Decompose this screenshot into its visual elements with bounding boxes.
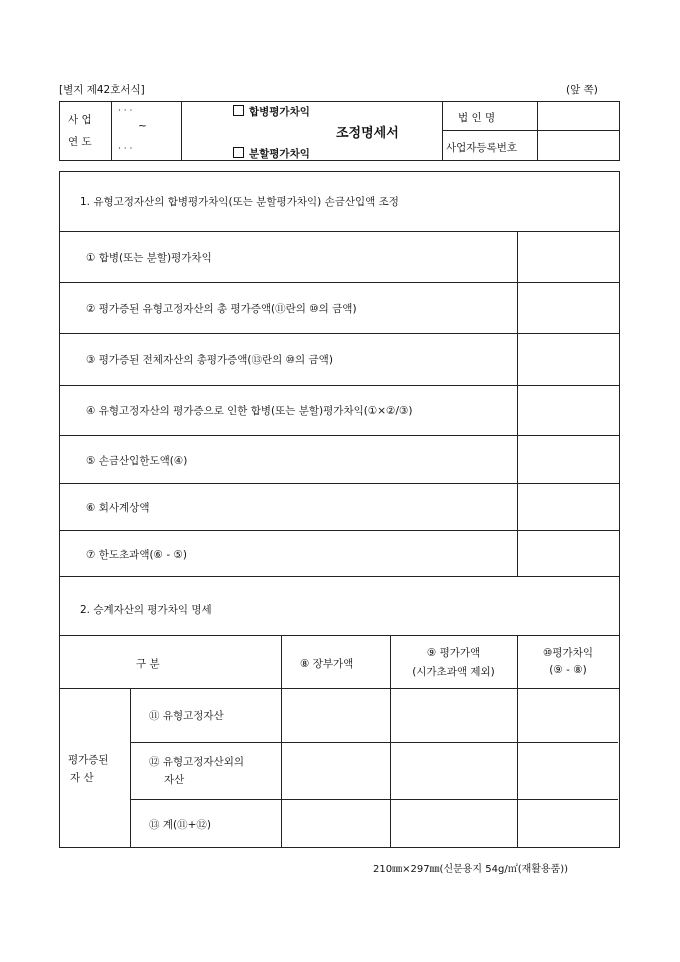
row7-amount[interactable] bbox=[518, 531, 618, 576]
item-other-assets: ⑫ 유형고정자산외의 bbox=[149, 756, 244, 768]
section1-title-row bbox=[60, 172, 619, 232]
col-eval-value: ⑨ 평가가액 bbox=[426, 647, 481, 659]
option-split-label: 분할평가차익 bbox=[249, 148, 310, 160]
section2-header-row bbox=[60, 636, 619, 689]
corp-name-label: 법 인 명 bbox=[458, 112, 496, 124]
col-eval-note: (시가초과액 제외) bbox=[412, 666, 495, 678]
option-merge-label: 합병평가차익 bbox=[249, 106, 310, 118]
section2-title: 2. 승계자산의 평가차익 명세 bbox=[80, 604, 212, 616]
option-split[interactable] bbox=[233, 146, 310, 161]
form-title: 조정명세서 bbox=[336, 126, 399, 141]
section1-row bbox=[60, 484, 619, 531]
section2-body bbox=[60, 689, 618, 847]
biz-reg-label: 사업자등록번호 bbox=[446, 142, 518, 154]
section1-row bbox=[60, 531, 619, 577]
group-label-2: 자 산 bbox=[70, 772, 94, 784]
date-from[interactable]: · · · bbox=[118, 106, 133, 116]
business-year-label-1: 사 업 bbox=[68, 114, 92, 126]
col-eval-diff: ⑩평가차익 bbox=[543, 647, 593, 659]
row-label: ⑥ 회사계상액 bbox=[86, 502, 150, 514]
section1-row bbox=[60, 386, 619, 436]
form-label: [별지 제42호서식] bbox=[59, 84, 145, 96]
group-label: 평가증된 bbox=[68, 754, 109, 766]
row-label: ④ 유형고정자산의 평가증으로 인한 합병(또는 분할)평가차익(①×②/③) bbox=[86, 405, 413, 417]
section2-title-row bbox=[60, 577, 619, 636]
col-book-value: ⑧ 장부가액 bbox=[300, 658, 354, 670]
merge-checkbox[interactable] bbox=[233, 105, 244, 116]
split-checkbox[interactable] bbox=[233, 147, 244, 158]
col-eval-diff-formula: (⑨ - ⑧) bbox=[549, 664, 587, 676]
section1-row bbox=[60, 283, 619, 334]
biz-reg-field[interactable] bbox=[538, 131, 620, 160]
date-to[interactable]: · · · bbox=[118, 144, 133, 154]
page-side-label: (앞 쪽) bbox=[566, 84, 598, 96]
row-label: ① 합병(또는 분할)평가차익 bbox=[86, 252, 212, 264]
business-year-label-2: 연 도 bbox=[68, 136, 92, 148]
row4-amount[interactable] bbox=[518, 386, 618, 435]
section1-row bbox=[60, 436, 619, 484]
item-tangible-assets: ⑪ 유형고정자산 bbox=[149, 710, 224, 722]
option-merge[interactable] bbox=[233, 104, 310, 119]
row-label: ⑤ 손금산입한도액(④) bbox=[86, 455, 188, 467]
paper-spec: 210㎜×297㎜(신문용지 54g/㎡(재활용품)) bbox=[373, 864, 569, 875]
row6-amount[interactable] bbox=[518, 484, 618, 530]
section1-row bbox=[60, 334, 619, 386]
row1-amount[interactable] bbox=[518, 232, 618, 282]
row-label: ⑦ 한도초과액(⑥ - ⑤) bbox=[86, 549, 187, 561]
row3-amount[interactable] bbox=[518, 334, 618, 385]
item-other-assets-2: 자산 bbox=[164, 774, 185, 786]
row-label: ③ 평가증된 전체자산의 총평가증액(⑬란의 ⑩의 금액) bbox=[86, 354, 333, 366]
row5-amount[interactable] bbox=[518, 436, 618, 483]
row-label: ② 평가증된 유형고정자산의 총 평가증액(⑪란의 ⑩의 금액) bbox=[86, 303, 357, 315]
section1-row bbox=[60, 232, 619, 283]
main-table bbox=[59, 171, 620, 848]
section1-title: 1. 유형고정자산의 합병평가차익(또는 분할평가차익) 손금산입액 조정 bbox=[80, 196, 399, 208]
date-tilde: ~ bbox=[138, 120, 147, 132]
item-total: ⑬ 계(⑪+⑫) bbox=[149, 819, 211, 831]
col-category: 구 분 bbox=[136, 658, 160, 670]
corp-name-field[interactable] bbox=[538, 102, 620, 130]
header-block bbox=[59, 101, 620, 161]
row2-amount[interactable] bbox=[518, 283, 618, 333]
